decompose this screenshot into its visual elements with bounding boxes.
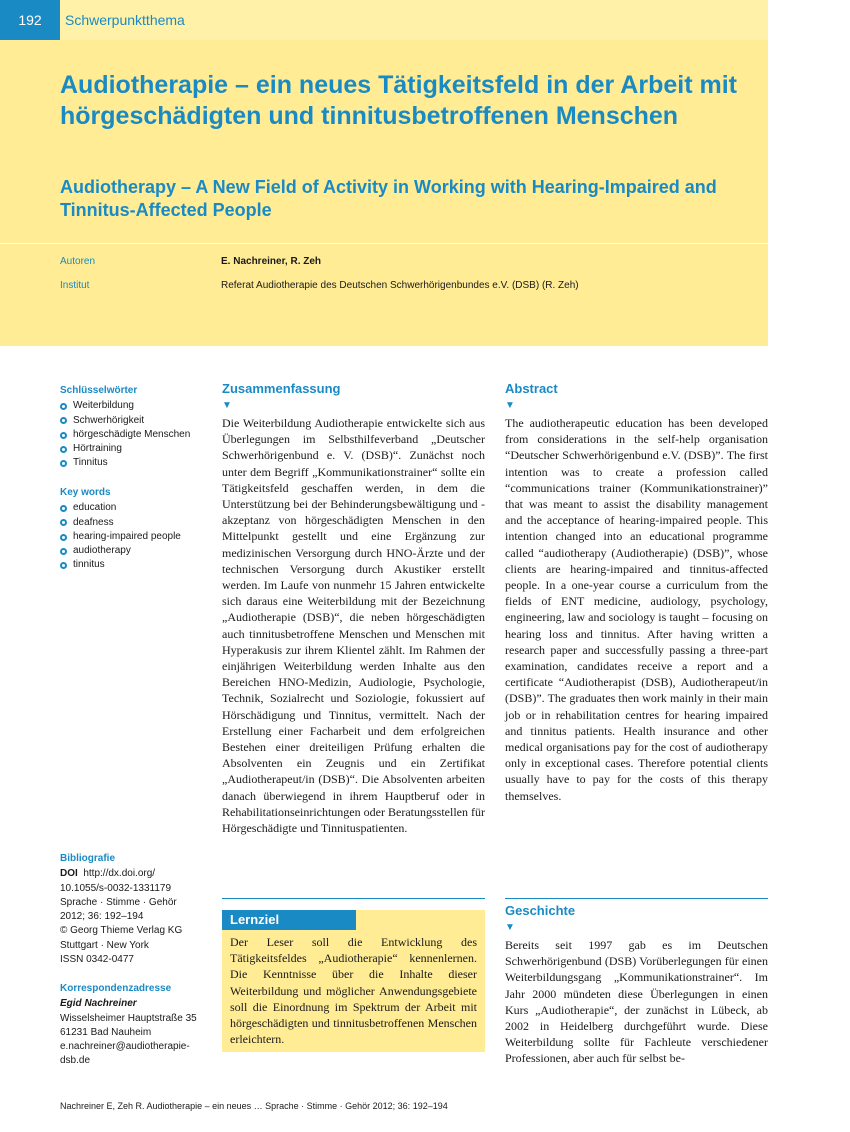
- bullet-icon: [60, 460, 67, 467]
- geschichte-text: Bereits seit 1997 gab es im Deutschen Schwerhörigenbund (DSB) Vorüberlegungen für einen Weiterbildungsgang „Kommunikationstrainer“. Im Jahr 2000 mündeten diese Überlegungen in einen Kurs „Audiotherapie“, der zunächst in Lübeck, ab 2002 in Heidelberg durchgeführt wurde. Diese Weiterbildung sollte für Fachleute verschiedener Professionen, aber auch für selbst be-: [505, 938, 768, 1066]
- page-number: 192: [0, 0, 60, 40]
- journal-name: Sprache · Stimme · Gehör: [60, 896, 177, 908]
- bullet-icon: [60, 417, 67, 424]
- institute: Referat Audiotherapie des Deutschen Schwerhörigenbundes e.V. (DSB) (R. Zeh): [221, 280, 579, 291]
- year-pages: 2012; 36: 192–194: [60, 911, 144, 923]
- zusammenfassung-heading: Zusammenfassung: [222, 381, 341, 396]
- zusammenfassung-text: Die Weiterbildung Audiotherapie entwickelte sich aus Überlegungen im Selbsthilfeverband „Deutscher Schwerhörigenbund e. V. (DSB)“. Zunächst noch unter dem Begriff „Kommunikationstrainer“ sollte ein Tätigkeitsfeld geschaffen werden, in dem die Unterstützung bei der Behinderungsbewältigung und -akzeptanz von hörgeschädigten Menschen in den Mittelpunkt gestellt und eine Ergänzung zur medizinischen Versorgung durch HNO-Ärzte und der technischen Versorgung durch Akustiker erstellt werden. Im Laufe von nunmehr 15 Jahren entwickelte sich daraus eine Weiterbildung mit der Bezeichnung „Audiotherapie (DSB)“, die neben hörgeschädigten auch tinnitusbetroffene Menschen und Menschen mit Hyperakusis zur ihrem Klientel zählt. Im Rahmen der einjährigen Weiterbildung werden Inhalte aus den Bereichen HNO-Medizin, Audiologie, Psychologie, Technik, Sozialrecht und Soziologie, fokussiert auf Hörschädigung und Tinnitus, vermittelt. Nach der Erstellung einer Facharbeit und dem erfolgreichen Bestehen einer dreiteiligen Prüfung erhalten die Absolventen ein Zeugnis und ein Zertifikat „Audiotherapeut/in (DSB)“. Die Absolventen arbeiten danach überwiegend in ihrem Hauptberuf oder in Rehabilitationseinrichtungen oder Beratungsstellen für Hörgeschädigte und Tinnituspatienten.: [222, 416, 485, 836]
- triangle-down-icon: ▼: [505, 400, 515, 411]
- section-divider: [222, 898, 485, 899]
- correspondence-name: Egid Nachreiner: [60, 998, 137, 1010]
- correspondence-street: Wisselsheimer Hauptstraße 35: [60, 1012, 197, 1024]
- doi-label: DOI: [60, 868, 78, 880]
- keyword-item: hearing-impaired people: [60, 530, 181, 544]
- keyword-item: Weiterbildung: [60, 399, 190, 413]
- bullet-icon: [60, 562, 67, 569]
- correspondence-email-continued[interactable]: dsb.de: [60, 1055, 91, 1067]
- bullet-icon: [60, 519, 67, 526]
- bullet-icon: [60, 548, 67, 555]
- article-title-english: Audiotherapy – A New Field of Activity in Working with Hearing-Impaired and Tinnitus-Affected People: [60, 177, 717, 220]
- correspondence: [60, 982, 197, 1069]
- keyword-item: Tinnitus: [60, 456, 190, 470]
- correspondence-city: 61231 Bad Nauheim: [60, 1026, 152, 1038]
- keyword-item: deafness: [60, 516, 181, 530]
- bullet-icon: [60, 403, 67, 410]
- footer-citation: Nachreiner E, Zeh R. Audiotherapie – ein neues … Sprache · Stimme · Gehör 2012; 36: 192–194: [60, 1101, 448, 1111]
- keyword-item: hörgeschädigte Menschen: [60, 428, 190, 442]
- abstract-heading: Abstract: [505, 381, 558, 396]
- authors-label: Autoren: [60, 256, 96, 267]
- keyword-item: tinnitus: [60, 558, 181, 572]
- bibliography-title: Bibliografie: [60, 853, 116, 864]
- keyword-item: Schwerhörigkeit: [60, 414, 190, 428]
- keyword-item: audiotherapy: [60, 544, 181, 558]
- learning-objective-text: Der Leser soll die Entwicklung des Tätigkeitsfeldes „Audiotherapie“ kennenlernen. Die Kenntnisse über die Inhalte dieser Weiterbildung und möglicher Anwendungsgebiete soll die Einordnung im Spektrum der Arbeit mit hörgeschädigten und tinnitusbetroffenen Menschen erleichtern.: [230, 935, 477, 1047]
- copyright: © Georg Thieme Verlag KG: [60, 925, 183, 937]
- publisher-place: Stuttgart · New York: [60, 939, 149, 951]
- keyword-item: education: [60, 501, 181, 515]
- learning-objective-heading: Lernziel: [222, 910, 356, 930]
- keywords-english-title: Key words: [60, 487, 111, 498]
- abstract-text: The audiotherapeutic education has been developed from considerations in the self-help organisation “Deutscher Schwerhörigenbund e.V. (DSB)”. The first intention was to create a profession called “communications trainer (Kommunikationstrainer)” that was meant to assist the disability management and the acceptance of hearing-impaired people. This intention changed into an educational programme called “audiotherapy (Audiotherapie) (DSB)”, whose clients are hearing-impaired and tinnitus-affected people. In a one-year course a curriculum from the fields of ENT medicine, audiology, psychology, engineering, law and sociology is taught – focusing on hearing loss and tinnitus. After having written a research paper and successfully passing a three-part examination, candidates receive a report and a certificate “Audiotherapist (DSB), Audiotherapeut/in (DSB)”. The graduates then work mainly in their main job or in rehabilitation centres for hearing impaired and tinnitus patients. Health insurance and other medical organisations pay for the cost of audiotherapy only in exceptional cases. Therefore potential clients usually have to pay for the costs of this therapy themselves.: [505, 416, 768, 803]
- keywords-german-title: Schlüsselwörter: [60, 385, 138, 396]
- correspondence-email[interactable]: e.nachreiner@audiotherapie-: [60, 1041, 190, 1053]
- header-divider: [0, 243, 768, 244]
- geschichte-heading: Geschichte: [505, 903, 576, 918]
- doi-link-continued[interactable]: 10.1055/s-0032-1331179: [60, 882, 172, 894]
- triangle-down-icon: ▼: [505, 922, 515, 933]
- institute-label: Institut: [60, 280, 90, 291]
- bibliography: [60, 852, 182, 967]
- section-divider: [505, 898, 768, 899]
- correspondence-title: Korrespondenzadresse: [60, 983, 172, 994]
- issn: ISSN 0342-0477: [60, 954, 134, 966]
- bullet-icon: [60, 505, 67, 512]
- doi-line: [60, 867, 182, 881]
- article-title-german: Audiotherapie – ein neues Tätigkeitsfeld in der Arbeit mit hörgeschädigten und tinnitusbetroffenen Menschen: [60, 71, 737, 130]
- bullet-icon: [60, 432, 67, 439]
- section-label: Schwerpunktthema: [65, 12, 185, 28]
- doi-link[interactable]: http://dx.doi.org/: [83, 868, 156, 880]
- bullet-icon: [60, 534, 67, 541]
- triangle-down-icon: ▼: [222, 400, 232, 411]
- keyword-item: Hörtraining: [60, 442, 190, 456]
- bullet-icon: [60, 446, 67, 453]
- keywords-english: [60, 486, 181, 573]
- keywords-german: [60, 384, 190, 471]
- authors: E. Nachreiner, R. Zeh: [221, 256, 322, 267]
